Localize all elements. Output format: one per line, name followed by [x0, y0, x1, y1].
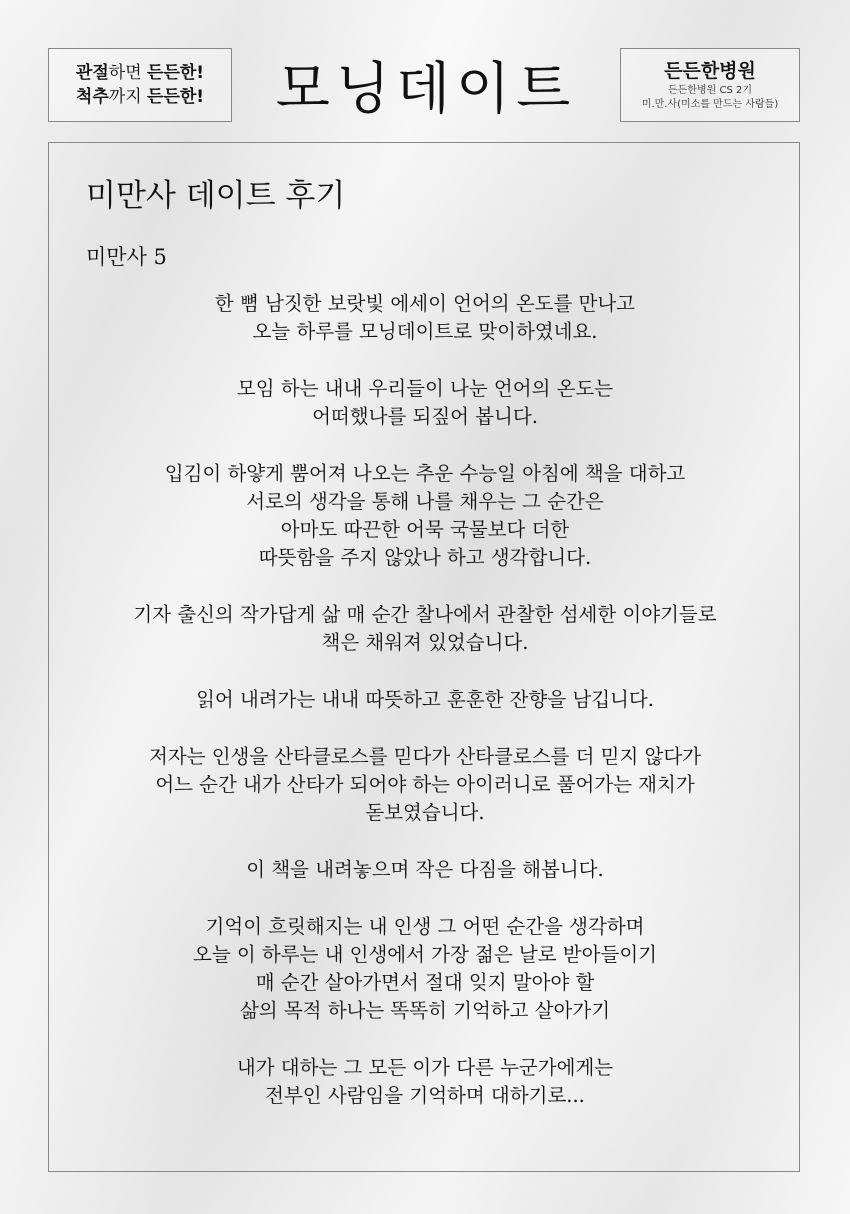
paragraph-line: 아마도 따끈한 어묵 국물보다 더한	[280, 518, 570, 541]
slogan-line-2-part-b: 까지	[108, 87, 148, 107]
paragraph-line: 따뜻함을 주지 않았나 하고 생각합니다.	[258, 546, 592, 569]
slogan-line-2	[76, 85, 204, 109]
slogan-line-1-part-a: 관절	[75, 63, 109, 83]
paragraph-line: 입김이 하얗게 뿜어져 나오는 추운 수능일 아침에 책을 대하고	[164, 462, 686, 485]
article-paragraph	[60, 856, 790, 884]
paragraph-line: 읽어 내려가는 내내 따뜻하고 훈훈한 잔향을 남깁니다.	[196, 688, 654, 711]
paragraph-line: 이 책을 내려놓으며 작은 다짐을 해봅니다.	[246, 858, 604, 881]
article-paragraph	[60, 375, 790, 431]
slogan-line-1-part-c: 든든한!	[147, 63, 205, 83]
paragraph-line: 모임 하는 내내 우리들이 나눈 언어의 온도는	[236, 377, 614, 400]
paragraph-line: 책은 채워져 있었습니다.	[321, 631, 529, 654]
paragraph-line: 한 뼘 남짓한 보랏빛 에세이 언어의 온도를 만나고	[214, 292, 636, 315]
paragraph-line: 기억이 흐릿해지는 내 인생 그 어떤 순간을 생각하며	[205, 915, 645, 938]
slogan-line-1-part-b: 하면	[108, 63, 148, 83]
slogan-line-2-part-a: 척추	[75, 87, 109, 107]
article-paragraph	[60, 686, 790, 714]
paragraph-line: 삶의 목적 하나는 똑똑히 기억하고 살아가기	[239, 999, 611, 1022]
hospital-sub-2: 미.만.사(미소를 만드는 사람들)	[641, 99, 779, 110]
hospital-name: 든든한병원	[664, 60, 756, 82]
paragraph-line: 전부인 사람임을 기억하며 대하기로...	[265, 1084, 585, 1107]
article-title: 미만사 데이트 후기	[86, 178, 346, 214]
article-paragraph	[60, 290, 790, 346]
article-paragraph	[60, 1054, 790, 1110]
paragraph-line: 내가 대하는 그 모든 이가 다른 누군가에게는	[236, 1056, 614, 1079]
hospital-box	[620, 48, 800, 122]
article-author: 미만사 5	[86, 245, 167, 269]
paragraph-line: 오늘 하루를 모닝데이트로 맞이하였네요.	[252, 320, 598, 343]
slogan-line-1	[76, 61, 204, 85]
article-paragraph	[60, 601, 790, 657]
masthead-title: 모닝데이트	[275, 57, 577, 122]
paragraph-line: 어떠했나를 되짚어 봅니다.	[312, 405, 538, 428]
article-paragraph	[60, 743, 790, 827]
article-body	[60, 290, 790, 1139]
paragraph-line: 저자는 인생을 산타클로스를 믿다가 산타클로스를 더 믿지 않다가	[149, 745, 701, 768]
article-paragraph	[60, 913, 790, 1025]
paragraph-line: 돋보였습니다.	[365, 801, 485, 824]
paragraph-line: 기자 출신의 작가답게 삶 매 순간 찰나에서 관찰한 섬세한 이야기들로	[133, 603, 717, 626]
article-paragraph	[60, 460, 790, 572]
paragraph-line: 서로의 생각을 통해 나를 채우는 그 순간은	[246, 490, 604, 513]
paragraph-line: 오늘 이 하루는 내 인생에서 가장 젊은 날로 받아들이기	[192, 943, 657, 966]
slogan-box	[48, 48, 232, 122]
paragraph-line: 매 순간 살아가면서 절대 잊지 말아야 할	[255, 971, 595, 994]
slogan-line-2-part-c: 든든한!	[147, 87, 205, 107]
hospital-sub-1: 든든한병원 CS 2기	[667, 85, 752, 96]
paragraph-line: 어느 순간 내가 산타가 되어야 하는 아이러니로 풀어가는 재치가	[155, 773, 695, 796]
